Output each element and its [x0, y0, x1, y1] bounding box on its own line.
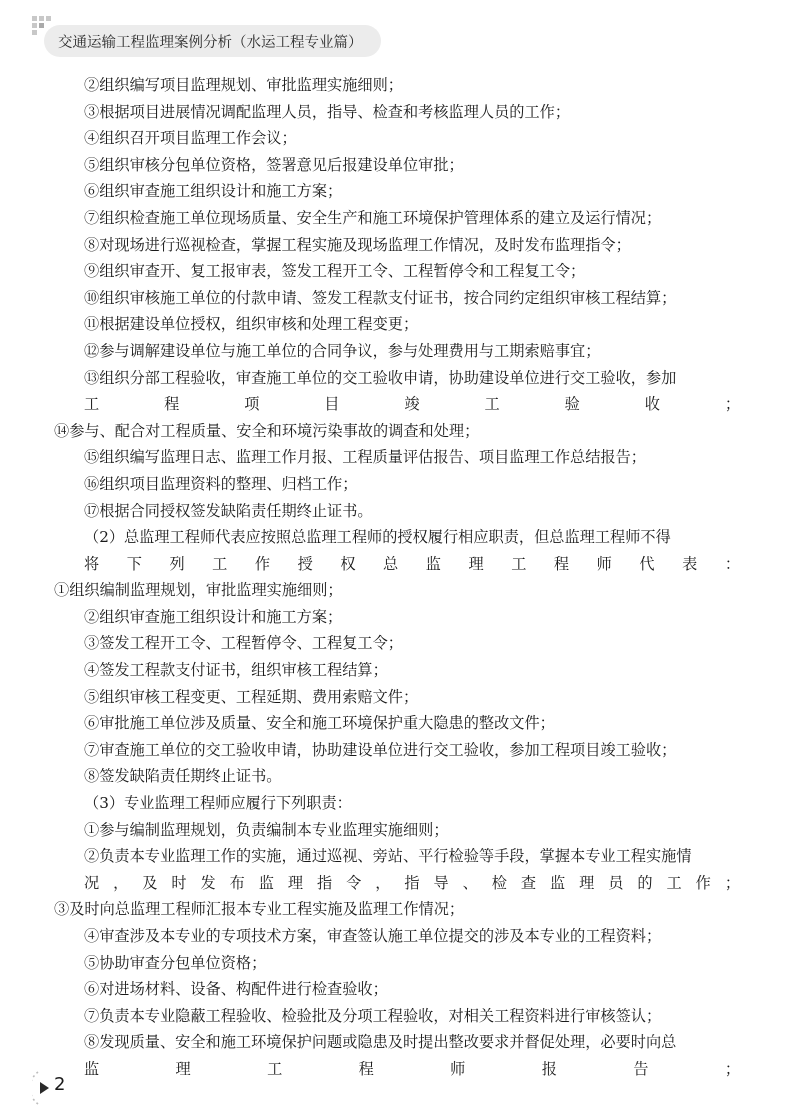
text-line: ⑥审批施工单位涉及质量、安全和施工环境保护重大隐患的整改文件；	[84, 714, 555, 733]
text-line: ③及时向总监理工程师汇报本专业工程实施及监理工作情况；	[54, 900, 465, 919]
text-line: ⑧签发缺陷责任期终止证书。	[84, 767, 282, 786]
text-line: ⑥组织审查施工组织设计和施工方案；	[84, 182, 343, 201]
text-line: ⑦审查施工单位的交工验收申请，协助建设单位进行交工验收，参加工程项目竣工验收；	[84, 740, 677, 759]
text-line: ④签发工程款支付证书，组织审核工程结算；	[84, 661, 388, 680]
page-number: 2	[54, 1074, 66, 1095]
page-footer	[40, 1070, 120, 1110]
text-line: （3）专业监理工程师应履行下列职责：	[84, 794, 352, 813]
text-line: （2）总监理工程师代表应按照总监理工程师的授权履行相应职责，但总监理工程师不得	[84, 528, 671, 547]
text-line: ⑤组织审核工程变更、工程延期、费用索赔文件；	[84, 687, 419, 706]
text-line: ⑨组织审查开、复工报审表，签发工程开工令、工程暂停令和工程复工令；	[84, 262, 586, 281]
text-line: ⑥对进场材料、设备、构配件进行检查验收；	[84, 980, 388, 999]
text-line: ④审查涉及本专业的专项技术方案，审查签认施工单位提交的涉及本专业的工程资料；	[84, 927, 662, 945]
text-line: ⑤组织审核分包单位资格，签署意见后报建设单位审批；	[84, 155, 464, 174]
text-line: ②组织审查施工组织设计和施工方案；	[84, 607, 343, 626]
text-line: ⑰根据合同授权签发缺陷责任期终止证书。	[84, 501, 373, 520]
text-line: ⑭参与、配合对工程质量、安全和环境污染事故的调查和处理；	[54, 421, 480, 440]
text-line: ⑮组织编写监理日志、监理工作月报、工程质量评估报告、项目监理工作总结报告；	[84, 448, 646, 467]
text-line: 将下列工作授权总监理工程师代表：	[84, 554, 740, 573]
text-line: ②组织编写项目监理规划、审批监理实施细则；	[84, 76, 403, 94]
page-arrow-icon	[40, 1082, 49, 1094]
body-text	[54, 72, 740, 1109]
text-line: ④组织召开项目监理工作会议；	[84, 129, 297, 148]
text-line: ⑦组织检查施工单位现场质量、安全生产和施工环境保护管理体系的建立及运行情况；	[84, 208, 662, 227]
text-line: ①参与编制监理规划，负责编制本专业监理实施细则；	[84, 820, 449, 839]
text-line: 工程项目竣工验收；	[84, 395, 740, 414]
running-header	[0, 14, 790, 58]
text-line: ⑪根据建设单位授权，组织审核和处理工程变更；	[84, 315, 419, 334]
text-line: 况，及时发布监理指令，指导、检查监理员的工作；	[84, 873, 740, 892]
text-line: ⑧对现场进行巡视检查，掌握工程实施及现场监理工作情况，及时发布监理指令；	[84, 235, 631, 254]
text-line: ⑧发现质量、安全和施工环境保护问题或隐患及时提出整改要求并督促处理，必要时向总	[84, 1033, 677, 1052]
text-line: ①组织编制监理规划，审批监理实施细则；	[54, 581, 343, 600]
text-line: ⑫参与调解建设单位与施工单位的合同争议，参与处理费用与工期索赔事宜；	[84, 341, 601, 360]
book-title: 交通运输工程监理案例分析（水运工程专业篇）	[58, 34, 363, 51]
text-line: 监理工程师报告；	[84, 1059, 740, 1078]
text-line: ⑩组织审核施工单位的付款申请、签发工程款支付证书，按合同约定组织审核工程结算；	[84, 288, 677, 307]
text-line: ③根据项目进展情况调配监理人员，指导、检查和考核监理人员的工作；	[84, 102, 570, 121]
text-line: ③签发工程开工令、工程暂停令、工程复工令；	[84, 634, 403, 653]
text-line: ⑦负责本专业隐蔽工程验收、检验批及分项工程验收，对相关工程资料进行审核签认；	[84, 1006, 662, 1025]
text-line: ⑬组织分部工程验收，审查施工单位的交工验收申请，协助建设单位进行交工验收，参加	[84, 368, 677, 387]
text-line	[54, 1083, 740, 1110]
book-title-banner	[44, 25, 381, 57]
text-line: ⑤协助审查分包单位资格；	[84, 953, 267, 972]
text-line: ⑯组织项目监理资料的整理、归档工作；	[84, 474, 358, 493]
text-line: ②负责本专业监理工作的实施，通过巡视、旁站、平行检验等手段，掌握本专业工程实施情	[84, 847, 692, 866]
